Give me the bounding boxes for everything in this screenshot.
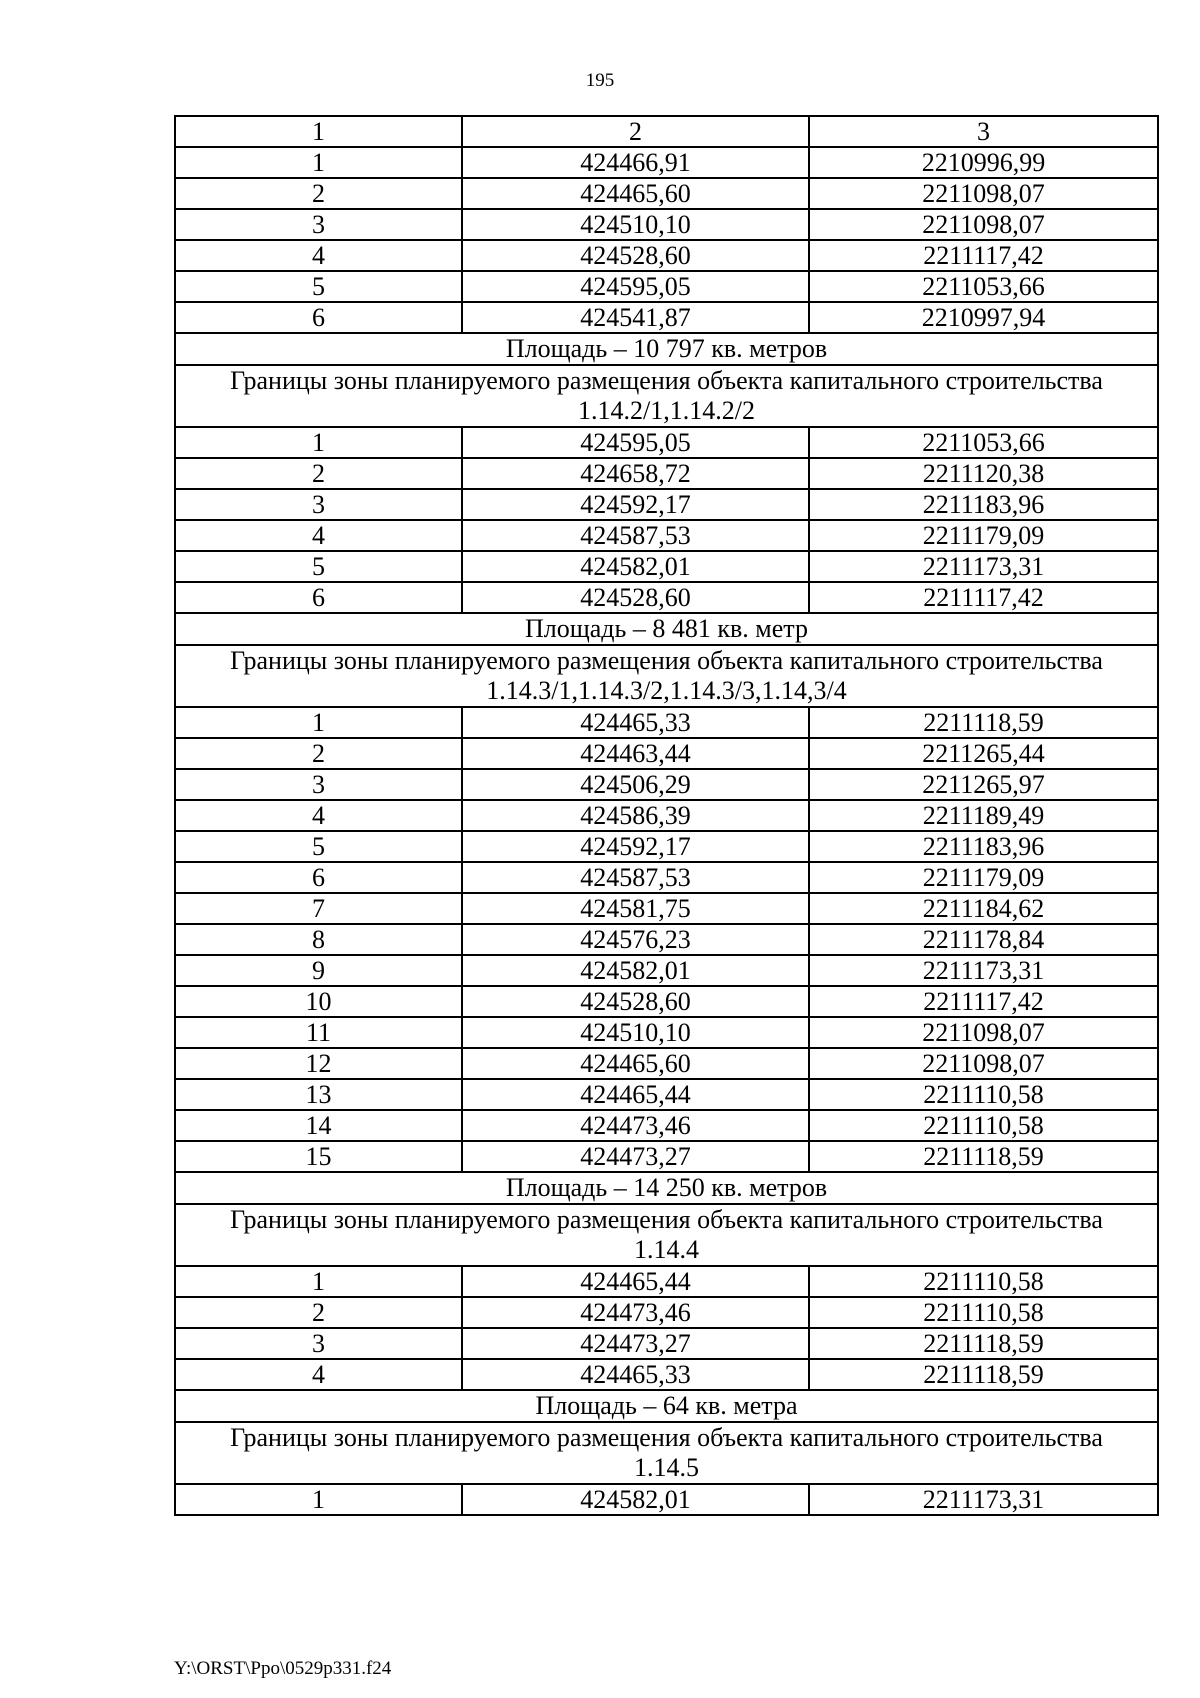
table-row [175,1079,1158,1110]
y-coordinate-cell: 2210997,94 [809,302,1158,333]
table-row [175,924,1158,955]
y-coordinate-cell: 2210996,99 [809,147,1158,178]
point-number-cell: 1 [175,147,462,178]
section-cell: Площадь – 8 481 кв. метр [175,613,1158,645]
table-row [175,240,1158,271]
table-row [175,458,1158,489]
y-coordinate-cell: 2211117,42 [809,986,1158,1017]
y-coordinate-cell: 2211179,09 [809,520,1158,551]
point-number-cell: 1 [175,427,462,458]
y-coordinate-cell: 2211179,09 [809,862,1158,893]
y-coordinate-cell: 2211183,96 [809,831,1158,862]
table-row [175,551,1158,582]
table-row [175,1048,1158,1079]
y-coordinate-cell: 2211173,31 [809,1484,1158,1515]
point-number-cell: 12 [175,1048,462,1079]
x-coordinate-cell: 424528,60 [462,986,809,1017]
y-coordinate-cell: 2211173,31 [809,551,1158,582]
point-number-cell: 3 [175,1328,462,1359]
point-number-cell: 4 [175,520,462,551]
x-coordinate-cell: 424581,75 [462,893,809,924]
x-coordinate-cell: 424582,01 [462,955,809,986]
y-coordinate-cell: 2211173,31 [809,955,1158,986]
table-row [175,1297,1158,1328]
point-number-cell: 11 [175,1017,462,1048]
x-coordinate-cell: 424473,46 [462,1297,809,1328]
table-row [175,893,1158,924]
table-row [175,178,1158,209]
x-coordinate-cell: 424586,39 [462,800,809,831]
point-number-cell: 6 [175,582,462,613]
point-number-cell: 1 [175,1266,462,1297]
y-coordinate-cell: 2211118,59 [809,707,1158,738]
table-row [175,1141,1158,1172]
section-row [175,1204,1158,1266]
y-coordinate-cell: 2211265,97 [809,769,1158,800]
table-body [175,147,1158,1515]
x-coordinate-cell: 424463,44 [462,738,809,769]
page-number: 195 [585,70,615,91]
table-row [175,831,1158,862]
x-coordinate-cell: 424595,05 [462,271,809,302]
table-row [175,1359,1158,1390]
x-coordinate-cell: 424592,17 [462,831,809,862]
x-coordinate-cell: 424595,05 [462,427,809,458]
x-coordinate-cell: 424465,44 [462,1079,809,1110]
header-cell: 1 [175,116,462,147]
x-coordinate-cell: 424510,10 [462,209,809,240]
y-coordinate-cell: 2211110,58 [809,1297,1158,1328]
x-coordinate-cell: 424465,60 [462,1048,809,1079]
x-coordinate-cell: 424465,44 [462,1266,809,1297]
y-coordinate-cell: 2211189,49 [809,800,1158,831]
x-coordinate-cell: 424510,10 [462,1017,809,1048]
section-cell: Границы зоны планируемого размещения объекта капитального строительства 1.14.4 [175,1204,1158,1266]
point-number-cell: 2 [175,1297,462,1328]
table-row [175,147,1158,178]
x-coordinate-cell: 424473,27 [462,1328,809,1359]
y-coordinate-cell: 2211110,58 [809,1266,1158,1297]
y-coordinate-cell: 2211118,59 [809,1328,1158,1359]
table-row [175,1266,1158,1297]
x-coordinate-cell: 424658,72 [462,458,809,489]
x-coordinate-cell: 424506,29 [462,769,809,800]
point-number-cell: 9 [175,955,462,986]
x-coordinate-cell: 424592,17 [462,489,809,520]
point-number-cell: 1 [175,1484,462,1515]
table-row [175,800,1158,831]
table-row [175,769,1158,800]
table-row [175,955,1158,986]
y-coordinate-cell: 2211053,66 [809,271,1158,302]
table-row [175,1484,1158,1515]
point-number-cell: 10 [175,986,462,1017]
y-coordinate-cell: 2211098,07 [809,1017,1158,1048]
y-coordinate-cell: 2211120,38 [809,458,1158,489]
x-coordinate-cell: 424465,33 [462,707,809,738]
table-row [175,209,1158,240]
x-coordinate-cell: 424541,87 [462,302,809,333]
x-coordinate-cell: 424528,60 [462,582,809,613]
section-cell: Площадь – 10 797 кв. метров [175,333,1158,365]
table-row [175,520,1158,551]
section-cell: Границы зоны планируемого размещения объекта капитального строительства 1.14.3/1,1.14.3/2,1.14.3/3,1.14,3/4 [175,645,1158,707]
point-number-cell: 2 [175,458,462,489]
point-number-cell: 4 [175,240,462,271]
section-row [175,1422,1158,1484]
section-row [175,613,1158,645]
y-coordinate-cell: 2211098,07 [809,1048,1158,1079]
x-coordinate-cell: 424473,46 [462,1110,809,1141]
point-number-cell: 5 [175,831,462,862]
y-coordinate-cell: 2211183,96 [809,489,1158,520]
point-number-cell: 2 [175,738,462,769]
point-number-cell: 7 [175,893,462,924]
x-coordinate-cell: 424576,23 [462,924,809,955]
table-row [175,1328,1158,1359]
y-coordinate-cell: 2211098,07 [809,178,1158,209]
section-cell: Площадь – 64 кв. метра [175,1390,1158,1422]
point-number-cell: 3 [175,489,462,520]
table-row [175,1017,1158,1048]
table-row [175,707,1158,738]
y-coordinate-cell: 2211178,84 [809,924,1158,955]
table-row [175,1110,1158,1141]
point-number-cell: 13 [175,1079,462,1110]
y-coordinate-cell: 2211118,59 [809,1359,1158,1390]
y-coordinate-cell: 2211117,42 [809,582,1158,613]
table-row [175,489,1158,520]
point-number-cell: 6 [175,862,462,893]
section-row [175,1172,1158,1204]
point-number-cell: 4 [175,1359,462,1390]
section-row [175,333,1158,365]
header-cell: 2 [462,116,809,147]
x-coordinate-cell: 424466,91 [462,147,809,178]
x-coordinate-cell: 424582,01 [462,1484,809,1515]
table-row [175,271,1158,302]
table-row [175,862,1158,893]
footer-file-path: Y:\ORST\Ppo\0529p331.f24 [174,1658,392,1679]
point-number-cell: 3 [175,769,462,800]
point-number-cell: 4 [175,800,462,831]
y-coordinate-cell: 2211110,58 [809,1110,1158,1141]
section-row [175,645,1158,707]
section-cell: Границы зоны планируемого размещения объекта капитального строительства 1.14.2/1,1.14.2/2 [175,365,1158,427]
point-number-cell: 5 [175,271,462,302]
point-number-cell: 5 [175,551,462,582]
x-coordinate-cell: 424587,53 [462,520,809,551]
y-coordinate-cell: 2211110,58 [809,1079,1158,1110]
point-number-cell: 14 [175,1110,462,1141]
y-coordinate-cell: 2211265,44 [809,738,1158,769]
section-cell: Площадь – 14 250 кв. метров [175,1172,1158,1204]
header-cell: 3 [809,116,1158,147]
y-coordinate-cell: 2211184,62 [809,893,1158,924]
y-coordinate-cell: 2211098,07 [809,209,1158,240]
x-coordinate-cell: 424528,60 [462,240,809,271]
x-coordinate-cell: 424587,53 [462,862,809,893]
table-row [175,427,1158,458]
table-header-row [175,116,1158,147]
point-number-cell: 8 [175,924,462,955]
table-row [175,302,1158,333]
coordinates-table [174,115,1159,1516]
point-number-cell: 15 [175,1141,462,1172]
x-coordinate-cell: 424473,27 [462,1141,809,1172]
y-coordinate-cell: 2211117,42 [809,240,1158,271]
point-number-cell: 3 [175,209,462,240]
y-coordinate-cell: 2211118,59 [809,1141,1158,1172]
x-coordinate-cell: 424465,60 [462,178,809,209]
table-row [175,582,1158,613]
x-coordinate-cell: 424582,01 [462,551,809,582]
section-cell: Границы зоны планируемого размещения объекта капитального строительства 1.14.5 [175,1422,1158,1484]
point-number-cell: 2 [175,178,462,209]
table-row [175,738,1158,769]
point-number-cell: 6 [175,302,462,333]
section-row [175,1390,1158,1422]
section-row [175,365,1158,427]
table-row [175,986,1158,1017]
y-coordinate-cell: 2211053,66 [809,427,1158,458]
x-coordinate-cell: 424465,33 [462,1359,809,1390]
point-number-cell: 1 [175,707,462,738]
